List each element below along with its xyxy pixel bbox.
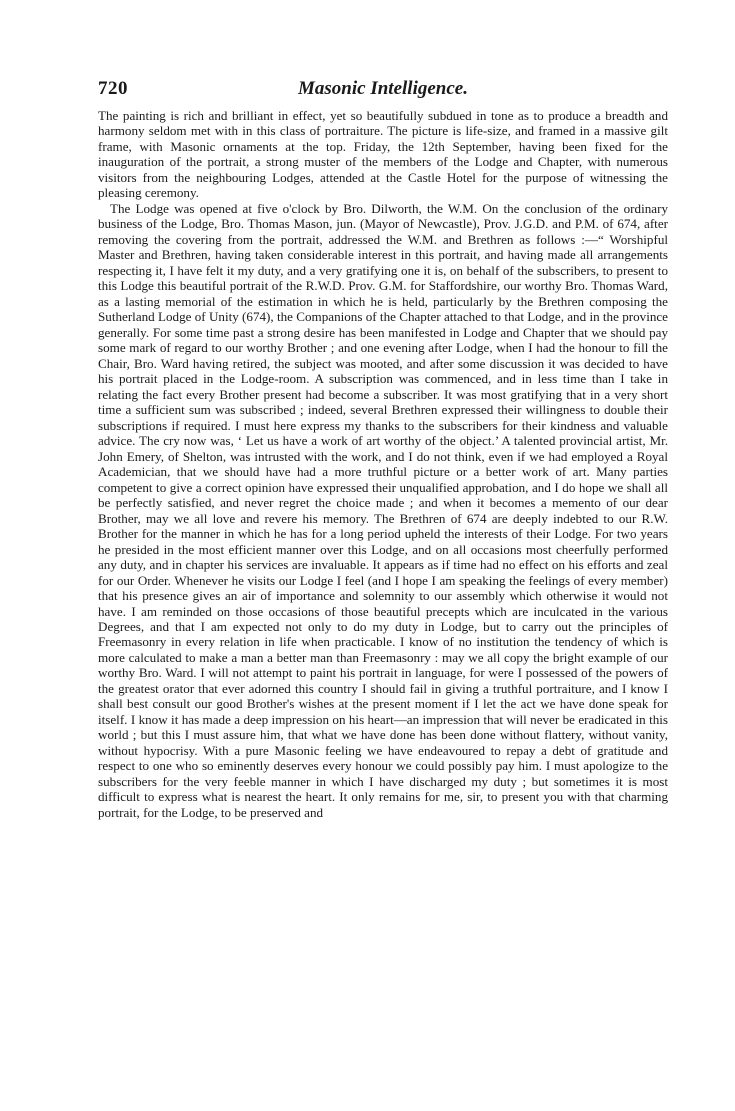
page-number: 720 [98, 78, 128, 99]
page-header [98, 78, 668, 108]
paragraph: The Lodge was opened at five o'clock by Bro. Dilworth, the W.M. On the conclusion of the ordinary business of the Lodge, Bro. Thomas Mason, jun. (Mayor of Newcastle), Prov. J.G.D. and P.M. of 674, after removing the covering from the portrait, addressed the W.M. and Brethren as follows :—“ Worshipful Master and Brethren, having taken considerable interest in this portrait, and having made all arrangements respecting it, I have felt it my duty, and a very gratifying one it is, on behalf of the subscribers, to present to this Lodge this beautiful portrait of the R.W.D. Prov. G.M. for Staffordshire, our worthy Bro. Thomas Ward, as a lasting memorial of the estimation in which he is held, particularly by the Brethren composing the Sutherland Lodge of Unity (674), the Companions of the Chapter attached to that Lodge, and in the province generally. For some time past a strong desire has been manifested in Lodge and Chapter that we should pay some mark of regard to our worthy Brother ; and one evening after Lodge, when I had the honour to fill the Chair, Bro. Ward having retired, the subject was mooted, and after some discussion it was decided to have his portrait placed in the Lodge-room. A subscription was commenced, and in less time than I take in relating the fact every Brother present had become a subscriber. It was most gratifying that in a very short time a sufficient sum was subscribed ; indeed, several Brethren expressed their willingness to double their subscriptions if required. I must here express my thanks to the subscribers for their kindness and valuable advice. The cry now was, ‘ Let us have a work of art worthy of the object.’ A talented provincial artist, Mr. John Emery, of Shelton, was intrusted with the work, and I do not think, even if we had employed a Royal Academician, that we should have had a more truthful picture or a better work of art. Many parties competent to give a correct opinion have expressed their unqualified approbation, and I do hope we shall all be perfectly satisfied, and never regret the choice made ; and when it becomes a memento of our dear Brother, may we all love and revere his memory. The Brethren of 674 are deeply indebted to our R.W. Brother for the manner in which he has for a long period upheld the interests of their Lodge. For two years he presided in the most efficient manner over this Lodge, and on all occasions most cheerfully performed any duty, and in chapter his services are invaluable. It appears as if time had no effect on his efforts and zeal for our Order. Whenever he visits our Lodge I feel (and I hope I am speaking the feelings of every member) that his presence gives an air of importance and solemnity to our assembly which otherwise it would not have. I am reminded on those occasions of those beautiful precepts which are inculcated in the various Degrees, and that I am expected not only to do my duty in Lodge, but to carry out the principles of Freemasonry in every relation in life when practicable. I know of no institution the tendency of which is more calculated to make a man a better man than Freemasonry : may we all copy the bright example of our worthy Bro. Ward. I will not attempt to paint his portrait in language, for were I possessed of the powers of the greatest orator that ever adorned this country I should fail in giving a truthful portraiture, and I know I shall best consult our good Brother's wishes at the present moment if I let the act we have done speak for itself. I know it has made a deep impression on his heart—an impression that will never be eradicated in this world ; but this I must assure him, that what we have done has been done without flattery, without vanity, without hypocrisy. With a pure Masonic feeling we have endeavoured to repay a debt of gratitude and respect to one who so eminently deserves every honour we could possibly pay him. I must apologize to the subscribers for the very feeble manner in which I have discharged my duty ; but sometimes it is most difficult to express what is nearest the heart. It only remains for me, sir, to present you with that charming portrait, for the Lodge, to be preserved and [98, 200, 668, 820]
journal-page [98, 78, 668, 820]
article-body [98, 108, 668, 820]
paragraph: The painting is rich and brilliant in effect, yet so beautifully subdued in tone as to produce a breadth and harmony seldom met with in this class of portraiture. The picture is life-size, and framed in a massive gilt frame, with Masonic ornaments at the top. Friday, the 12th September, having been fixed for the inauguration of the portrait, a strong muster of the members of the Lodge and Chapter, with numerous visitors from the neighbouring Lodges, attended at the Castle Hotel for the purpose of witnessing the pleasing ceremony. [98, 108, 668, 201]
running-title: Masonic Intelligence. [298, 78, 468, 99]
